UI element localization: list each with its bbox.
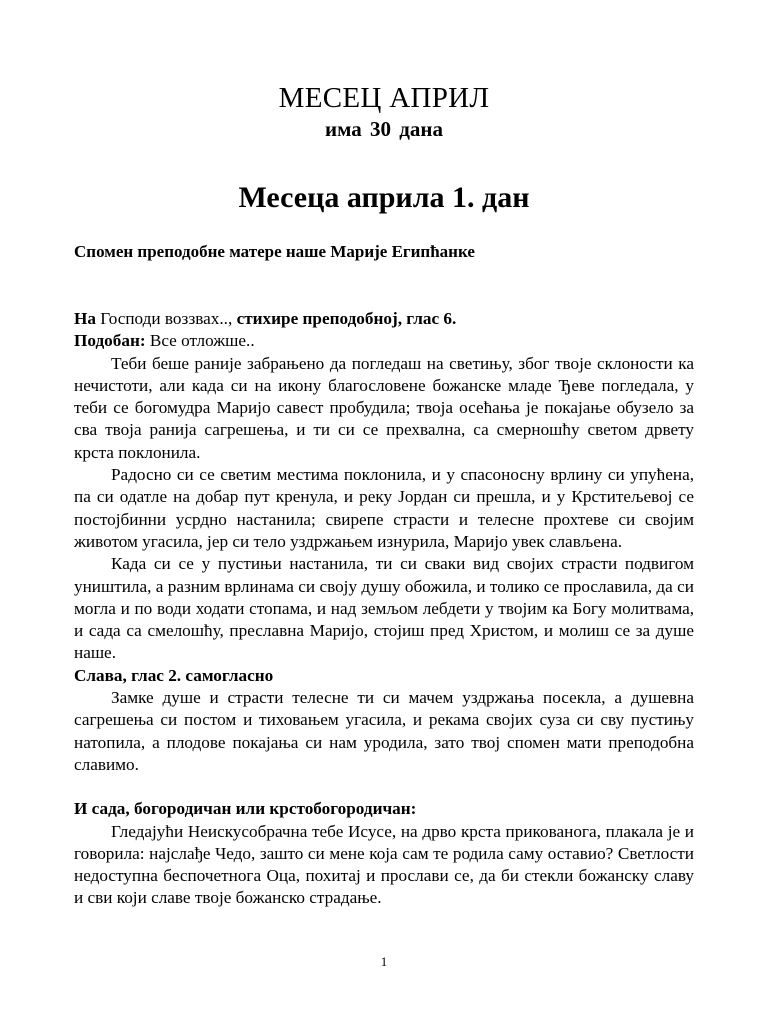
- theotokion-heading: И сада, богородичан или крстобогородичан:: [74, 799, 417, 819]
- paragraph: Када си се у пустињи настанила, ти си сваки вид својих страсти подвигом уништила, а разним врлинама си своју душу обожила, и толико се прославила, да си могла и по води ходати стопама, и над земљом лебдети у твојим ка Богу молитвама, и сада са смелошћу, преславна Маријо, стојиш пред Христом, и молиш се за душе наше.: [74, 554, 694, 663]
- podoban-label: Подобан:: [74, 331, 146, 351]
- intro-text: Господи воззвах..,: [95, 309, 237, 328]
- month-title: МЕСЕЦ АПРИЛ: [278, 82, 490, 114]
- glory-heading: Слава, глас 2. самогласно: [74, 665, 274, 685]
- paragraph: Теби беше раније забрањено да погледаш на светињу, због твоје склоности ка нечистоти, али када си на икону благословене божанске младе Ђеве погледала, у теби се богомудра Маријо савест пробудила; твоја осећања је покајање обузело за сва твоја ранија сагрешења, и ти си се прехвална, са смерношћу светом дрвету крста поклонила.: [74, 353, 694, 462]
- podoban-text: Все отложше..: [145, 331, 255, 351]
- stichera-intro: [74, 308, 694, 330]
- stichera-section: [74, 308, 694, 910]
- theotokion-text: Гледајући Неискусобрачна тебе Исусе, на дрво крста прикованога, плакала је и говорила: најслађе Чедо, зашто си мене која сам те родила саму оставио? Светлости недоступна беспочетнога Оца, похитај и прослави се, да би стекли божанску славу и сви који славе твоје божанско страдање.: [74, 821, 694, 908]
- glory-text: Замке душе и страсти телесне ти си мачем уздржања посекла, а душевна сагрешења си постом и тиховањем угасила, и рекама својих суза си сву пустињу натопила, а плодове покајања си нам уродила, зато твој спомен мати преподобна славимо.: [74, 688, 694, 774]
- document-page: [74, 80, 694, 910]
- memorial-heading: Спомен преподобне матере наше Марије Египћанке: [74, 242, 475, 261]
- day-title: Месеца априла 1. дан: [238, 181, 530, 214]
- podoban-line: [74, 330, 694, 352]
- intro-bold-tone: стихире преподобној, глас 6.: [236, 309, 457, 328]
- paragraph: Радосно си се светим местима поклонила, и у спасоносну врлину си упућена, па си одатле на добар пут кренула, и реку Јордан си прешла, и у Крститељевој се постојбинни усрдно настанила; свирепе страсти и телесне прохтеве си својим животом угасила, јер си тело уздржањем изнурила, Маријо увек слављена.: [74, 465, 694, 551]
- page-number: 1: [380, 954, 388, 969]
- intro-bold-na: На: [74, 309, 96, 328]
- spacer: [74, 776, 694, 798]
- month-subtitle: има 30 дана: [325, 117, 443, 141]
